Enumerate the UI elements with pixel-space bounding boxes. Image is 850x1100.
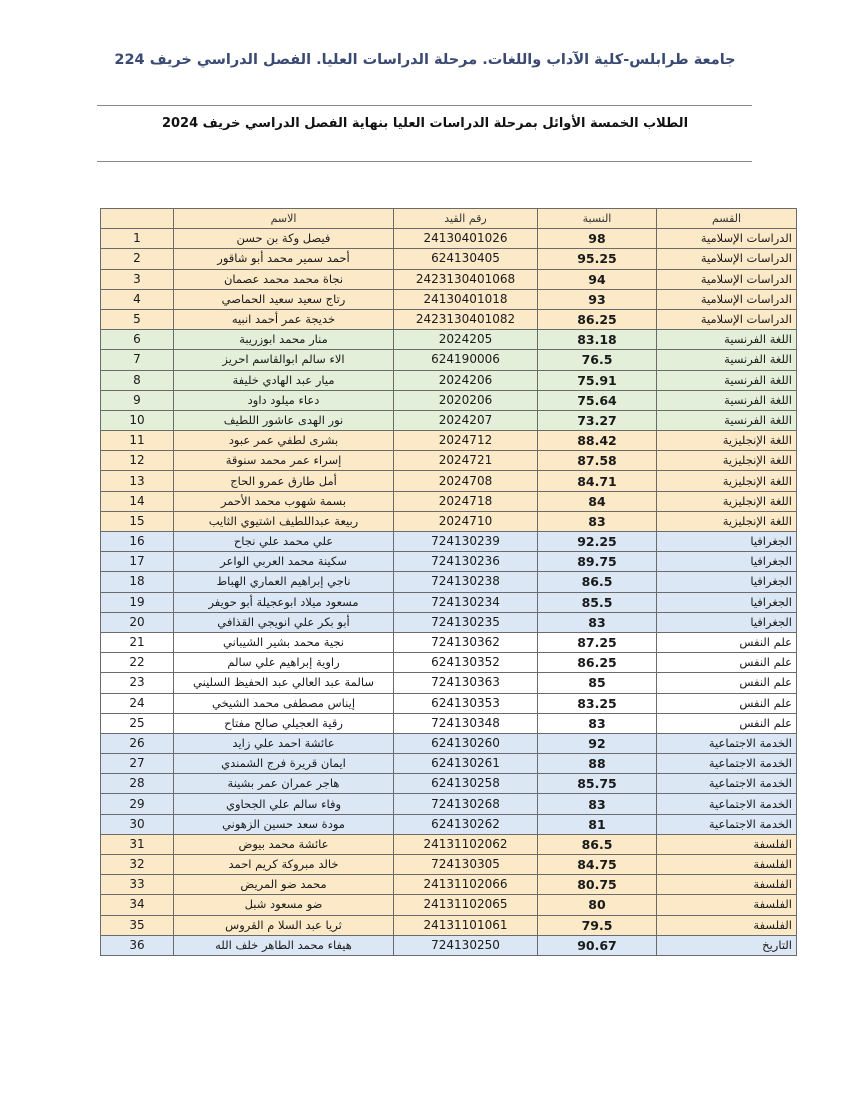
index-cell: 30 [101, 814, 174, 834]
column-header-index [101, 209, 174, 229]
percentage-cell: 86.25 [538, 653, 657, 673]
index-cell: 5 [101, 309, 174, 329]
name-cell: بسمة شهوب محمد الأحمر [174, 491, 394, 511]
table-row [101, 875, 797, 895]
index-cell: 19 [101, 592, 174, 612]
registration-cell: 724130238 [394, 572, 538, 592]
index-cell: 24 [101, 693, 174, 713]
index-cell: 1 [101, 229, 174, 249]
index-cell: 13 [101, 471, 174, 491]
percentage-cell: 80.75 [538, 875, 657, 895]
table-row [101, 814, 797, 834]
index-cell: 16 [101, 532, 174, 552]
table-row [101, 673, 797, 693]
department-cell: الدراسات الإسلامية [657, 229, 797, 249]
name-cell: علي محمد علي نجاح [174, 532, 394, 552]
percentage-cell: 83.25 [538, 693, 657, 713]
name-cell: دعاء ميلود داود [174, 390, 394, 410]
registration-cell: 2024206 [394, 370, 538, 390]
table-row [101, 612, 797, 632]
index-cell: 29 [101, 794, 174, 814]
registration-cell: 724130250 [394, 935, 538, 955]
percentage-cell: 84.75 [538, 855, 657, 875]
index-cell: 10 [101, 410, 174, 430]
department-cell: اللغة الفرنسية [657, 350, 797, 370]
department-cell: علم النفس [657, 673, 797, 693]
registration-cell: 724130268 [394, 794, 538, 814]
registration-cell: 24131102065 [394, 895, 538, 915]
percentage-cell: 87.58 [538, 451, 657, 471]
percentage-cell: 83.18 [538, 330, 657, 350]
percentage-cell: 85.5 [538, 592, 657, 612]
name-cell: رقية العجيلي صالح مفتاح [174, 713, 394, 733]
percentage-cell: 88.42 [538, 431, 657, 451]
department-cell: الدراسات الإسلامية [657, 309, 797, 329]
percentage-cell: 75.91 [538, 370, 657, 390]
department-cell: اللغة الفرنسية [657, 390, 797, 410]
index-cell: 20 [101, 612, 174, 632]
registration-cell: 724130305 [394, 855, 538, 875]
index-cell: 8 [101, 370, 174, 390]
registration-cell: 2024207 [394, 410, 538, 430]
percentage-cell: 83 [538, 511, 657, 531]
table-header-row [101, 209, 797, 229]
table-row [101, 491, 797, 511]
table-row [101, 774, 797, 794]
registration-cell: 24131101061 [394, 915, 538, 935]
percentage-cell: 92.25 [538, 532, 657, 552]
table-row [101, 511, 797, 531]
registration-cell: 24131102066 [394, 875, 538, 895]
table-row [101, 410, 797, 430]
department-cell: الخدمة الاجتماعية [657, 814, 797, 834]
department-cell: الجغرافيا [657, 552, 797, 572]
registration-cell: 724130362 [394, 632, 538, 652]
department-cell: اللغة الإنجليزية [657, 511, 797, 531]
column-header-department: القسم [657, 209, 797, 229]
name-cell: فيصل وكة بن حسن [174, 229, 394, 249]
bottom-rule [97, 161, 752, 162]
name-cell: منار محمد ابوزريبة [174, 330, 394, 350]
column-header-registration: رقم القيد [394, 209, 538, 229]
department-cell: الجغرافيا [657, 612, 797, 632]
index-cell: 2 [101, 249, 174, 269]
department-cell: علم النفس [657, 653, 797, 673]
table-row [101, 552, 797, 572]
percentage-cell: 80 [538, 895, 657, 915]
department-cell: علم النفس [657, 713, 797, 733]
table-row [101, 532, 797, 552]
department-cell: اللغة الإنجليزية [657, 451, 797, 471]
registration-cell: 624130353 [394, 693, 538, 713]
name-cell: نجاة محمد محمد عصمان [174, 269, 394, 289]
department-cell: الخدمة الاجتماعية [657, 774, 797, 794]
column-header-name: الاسم [174, 209, 394, 229]
percentage-cell: 84.71 [538, 471, 657, 491]
department-cell: الدراسات الإسلامية [657, 289, 797, 309]
index-cell: 26 [101, 733, 174, 753]
name-cell: نور الهدى عاشور اللطيف [174, 410, 394, 430]
table-row [101, 632, 797, 652]
name-cell: خديجة عمر أحمد انبيه [174, 309, 394, 329]
percentage-cell: 83 [538, 713, 657, 733]
index-cell: 34 [101, 895, 174, 915]
index-cell: 4 [101, 289, 174, 309]
table-row [101, 855, 797, 875]
name-cell: مودة سعد حسين الزهوني [174, 814, 394, 834]
department-cell: الفلسفة [657, 915, 797, 935]
registration-cell: 724130236 [394, 552, 538, 572]
table-row [101, 572, 797, 592]
top-rule [97, 105, 752, 106]
registration-cell: 624130261 [394, 754, 538, 774]
department-cell: اللغة الإنجليزية [657, 491, 797, 511]
registration-cell: 624190006 [394, 350, 538, 370]
registration-cell: 624130260 [394, 733, 538, 753]
name-cell: خالد مبروكة كريم احمد [174, 855, 394, 875]
index-cell: 28 [101, 774, 174, 794]
percentage-cell: 93 [538, 289, 657, 309]
percentage-cell: 92 [538, 733, 657, 753]
index-cell: 25 [101, 713, 174, 733]
department-cell: الخدمة الاجتماعية [657, 754, 797, 774]
index-cell: 33 [101, 875, 174, 895]
index-cell: 7 [101, 350, 174, 370]
table-row [101, 834, 797, 854]
department-cell: الجغرافيا [657, 592, 797, 612]
name-cell: بشرى لطفي عمر عبود [174, 431, 394, 451]
index-cell: 27 [101, 754, 174, 774]
index-cell: 6 [101, 330, 174, 350]
table-row [101, 471, 797, 491]
index-cell: 15 [101, 511, 174, 531]
table-row [101, 935, 797, 955]
table-row [101, 693, 797, 713]
index-cell: 11 [101, 431, 174, 451]
name-cell: هاجر عمران عمر بشينة [174, 774, 394, 794]
percentage-cell: 86.5 [538, 834, 657, 854]
department-cell: الفلسفة [657, 834, 797, 854]
table-row [101, 451, 797, 471]
registration-cell: 724130239 [394, 532, 538, 552]
registration-cell: 2024205 [394, 330, 538, 350]
registration-cell: 724130234 [394, 592, 538, 612]
table-row [101, 653, 797, 673]
index-cell: 31 [101, 834, 174, 854]
index-cell: 32 [101, 855, 174, 875]
table-row [101, 592, 797, 612]
percentage-cell: 94 [538, 269, 657, 289]
registration-cell: 24131102062 [394, 834, 538, 854]
index-cell: 17 [101, 552, 174, 572]
name-cell: إيناس مصطفى محمد الشيخي [174, 693, 394, 713]
percentage-cell: 86.5 [538, 572, 657, 592]
index-cell: 35 [101, 915, 174, 935]
table-row [101, 229, 797, 249]
name-cell: أحمد سمير محمد أبو شاقور [174, 249, 394, 269]
percentage-cell: 85.75 [538, 774, 657, 794]
percentage-cell: 84 [538, 491, 657, 511]
table-row [101, 350, 797, 370]
name-cell: عائشة محمد بيوض [174, 834, 394, 854]
department-cell: التاريخ [657, 935, 797, 955]
index-cell: 14 [101, 491, 174, 511]
registration-cell: 624130352 [394, 653, 538, 673]
table-row [101, 390, 797, 410]
department-cell: علم النفس [657, 693, 797, 713]
department-cell: الخدمة الاجتماعية [657, 794, 797, 814]
table-row [101, 431, 797, 451]
registration-cell: 624130262 [394, 814, 538, 834]
percentage-cell: 83 [538, 794, 657, 814]
table-row [101, 733, 797, 753]
percentage-cell: 89.75 [538, 552, 657, 572]
department-cell: اللغة الفرنسية [657, 370, 797, 390]
registration-cell: 2423130401082 [394, 309, 538, 329]
department-cell: الفلسفة [657, 895, 797, 915]
percentage-cell: 90.67 [538, 935, 657, 955]
percentage-cell: 98 [538, 229, 657, 249]
registration-cell: 724130235 [394, 612, 538, 632]
registration-cell: 24130401026 [394, 229, 538, 249]
percentage-cell: 83 [538, 612, 657, 632]
table-row [101, 794, 797, 814]
percentage-cell: 73.27 [538, 410, 657, 430]
name-cell: نجية محمد بشير الشيباني [174, 632, 394, 652]
name-cell: راوية إبراهيم علي سالم [174, 653, 394, 673]
department-cell: الدراسات الإسلامية [657, 269, 797, 289]
table-row [101, 309, 797, 329]
name-cell: ميار عبد الهادي خليفة [174, 370, 394, 390]
name-cell: محمد ضو المريض [174, 875, 394, 895]
registration-cell: 24130401018 [394, 289, 538, 309]
table-row [101, 895, 797, 915]
name-cell: هيفاء محمد الطاهر خلف الله [174, 935, 394, 955]
index-cell: 9 [101, 390, 174, 410]
name-cell: عائشة احمد علي زايد [174, 733, 394, 753]
percentage-cell: 75.64 [538, 390, 657, 410]
index-cell: 21 [101, 632, 174, 652]
index-cell: 12 [101, 451, 174, 471]
table-body [101, 229, 797, 956]
index-cell: 3 [101, 269, 174, 289]
name-cell: سكينة محمد العربي الواعر [174, 552, 394, 572]
registration-cell: 724130348 [394, 713, 538, 733]
registration-cell: 2024712 [394, 431, 538, 451]
document-subtitle: الطلاب الخمسة الأوائل بمرحلة الدراسات العليا بنهاية الفصل الدراسي خريف 2024 [161, 116, 689, 131]
department-cell: علم النفس [657, 632, 797, 652]
table-row [101, 754, 797, 774]
percentage-cell: 87.25 [538, 632, 657, 652]
registration-cell: 2024710 [394, 511, 538, 531]
percentage-cell: 85 [538, 673, 657, 693]
name-cell: أبو بكر علي انويجي القذافي [174, 612, 394, 632]
registration-cell: 724130363 [394, 673, 538, 693]
percentage-cell: 76.5 [538, 350, 657, 370]
department-cell: الفلسفة [657, 875, 797, 895]
department-cell: الدراسات الإسلامية [657, 249, 797, 269]
department-cell: الخدمة الاجتماعية [657, 733, 797, 753]
percentage-cell: 88 [538, 754, 657, 774]
department-cell: الجغرافيا [657, 572, 797, 592]
top-students-table [100, 208, 797, 956]
percentage-cell: 81 [538, 814, 657, 834]
table-row [101, 249, 797, 269]
table-row [101, 330, 797, 350]
department-cell: اللغة الإنجليزية [657, 431, 797, 451]
name-cell: أمل طارق عمرو الحاج [174, 471, 394, 491]
index-cell: 22 [101, 653, 174, 673]
name-cell: ربيعة عبداللطيف اشتيوي الثايب [174, 511, 394, 531]
registration-cell: 624130405 [394, 249, 538, 269]
name-cell: ضو مسعود شبل [174, 895, 394, 915]
name-cell: ناجي إبراهيم العماري الهباط [174, 572, 394, 592]
department-cell: الجغرافيا [657, 532, 797, 552]
name-cell: مسعود ميلاد ابوعجيلة أبو حويفر [174, 592, 394, 612]
percentage-cell: 95.25 [538, 249, 657, 269]
name-cell: ثريا عبد السلا م القروس [174, 915, 394, 935]
department-cell: اللغة الإنجليزية [657, 471, 797, 491]
name-cell: رتاج سعيد سعيد الحماصي [174, 289, 394, 309]
name-cell: سالمة عبد العالي عبد الحفيظ السليني [174, 673, 394, 693]
table-row [101, 915, 797, 935]
percentage-cell: 79.5 [538, 915, 657, 935]
department-cell: اللغة الفرنسية [657, 410, 797, 430]
department-cell: الفلسفة [657, 855, 797, 875]
table-row [101, 289, 797, 309]
percentage-cell: 86.25 [538, 309, 657, 329]
name-cell: وفاء سالم علي الجحاوي [174, 794, 394, 814]
table-row [101, 713, 797, 733]
name-cell: ايمان قريرة فرج الشمندي [174, 754, 394, 774]
registration-cell: 2024718 [394, 491, 538, 511]
registration-cell: 624130258 [394, 774, 538, 794]
column-header-percentage: النسبة [538, 209, 657, 229]
index-cell: 36 [101, 935, 174, 955]
department-cell: اللغة الفرنسية [657, 330, 797, 350]
table-row [101, 370, 797, 390]
registration-cell: 2423130401068 [394, 269, 538, 289]
name-cell: إسراء عمر محمد سنوقة [174, 451, 394, 471]
name-cell: الاء سالم ابوالقاسم احريز [174, 350, 394, 370]
registration-cell: 2024721 [394, 451, 538, 471]
registration-cell: 2024708 [394, 471, 538, 491]
table-row [101, 269, 797, 289]
index-cell: 23 [101, 673, 174, 693]
registration-cell: 2020206 [394, 390, 538, 410]
index-cell: 18 [101, 572, 174, 592]
document-header-title: جامعة طرابلس-كلية الآداب واللغات. مرحلة الدراسات العليا. الفصل الدراسي خريف 224 [114, 52, 736, 68]
